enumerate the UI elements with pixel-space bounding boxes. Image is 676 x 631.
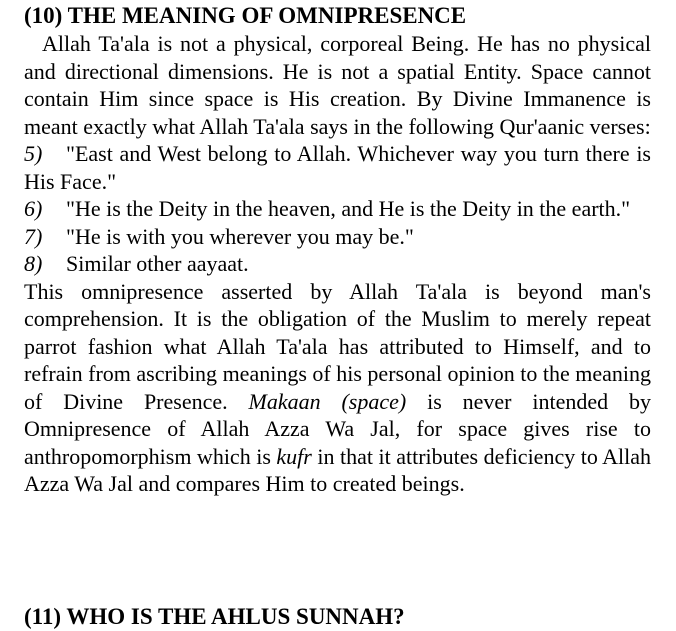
- term-kufr: kufr: [276, 443, 312, 469]
- body-text-part3: in that it attributes deficiency to Allah Azza Wa Jal and compares Him to created beings.: [24, 443, 652, 496]
- next-section-heading: (11) WHO IS THE AHLUS SUNNAH?: [24, 604, 405, 629]
- verse-text: "East and West belong to Allah. Whichever way you turn there is His Face.": [24, 141, 651, 194]
- verse-text: "He is with you wherever you may be.": [66, 223, 414, 249]
- section-heading: (10) THE MEANING OF OMNIPRESENCE: [24, 3, 467, 28]
- verse-number: 7): [24, 223, 43, 249]
- verse-item: [24, 223, 651, 251]
- verse-number: 5): [24, 141, 43, 166]
- verse-list: [24, 140, 651, 278]
- verse-item: [24, 250, 651, 278]
- verse-text: Similar other aayaat.: [66, 251, 249, 276]
- body-text-part1: This omnipresence asserted by Allah Ta'ala is beyond man's comprehension. It is the obligation of the Muslim to merely repeat parrot fashion what Allah Ta'ala has attributed to Himself, and to refrain from ascribing meanings of his personal opinion to the meaning of Divine Presence.: [24, 278, 651, 414]
- body-paragraph: [24, 278, 651, 498]
- verse-number: 8): [24, 251, 43, 276]
- verse-item: [24, 195, 651, 223]
- body-text-part2: is never intended by Omnipresence of Allah Azza Wa Jal, for space gives rise to anthropomorphism which is: [24, 388, 651, 469]
- intro-paragraph: Allah Ta'ala is not a physical, corporeal Being. He has no physical and directional dimensions. He is not a spatial Entity. Space cannot contain Him since space is His creation. By Divine Immanence is meant exactly what Allah Ta'ala says in the following Qur'aanic verses:: [24, 31, 651, 139]
- verse-item: [24, 140, 651, 195]
- document-page: [24, 2, 651, 498]
- term-makaan: Makaan (space): [248, 388, 407, 414]
- verse-number: 6): [24, 196, 43, 221]
- verse-text: "He is the Deity in the heaven, and He is the Deity in the earth.": [66, 196, 631, 221]
